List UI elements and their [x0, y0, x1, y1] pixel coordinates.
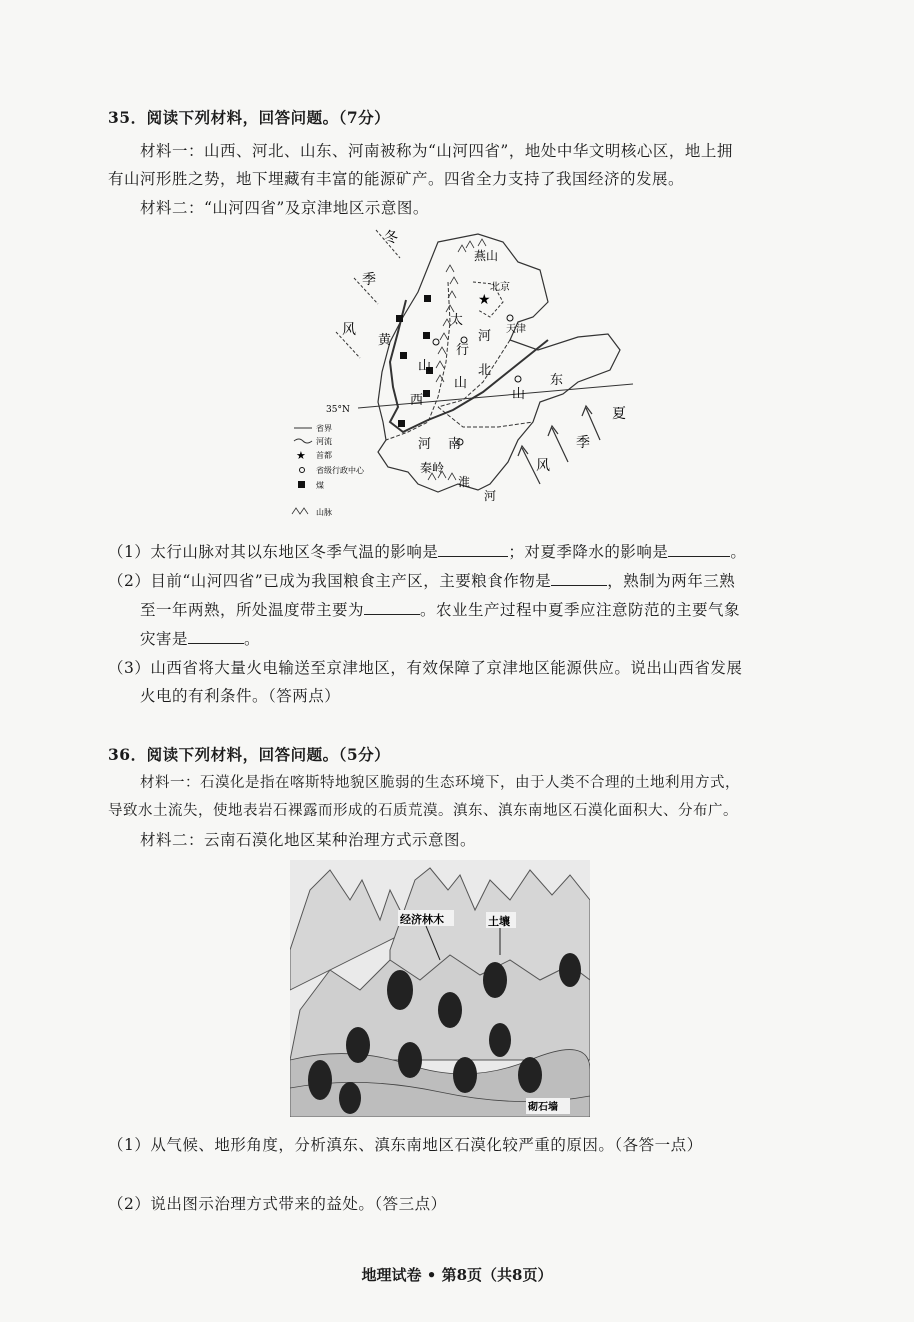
label-henan-1: 河	[418, 437, 432, 452]
summer-wind-3: 风	[536, 458, 550, 474]
label-shanxi-1: 山	[418, 359, 432, 374]
label-taihang-1: 太	[450, 313, 464, 328]
winter-wind-3: 风	[342, 322, 356, 338]
legend-coal: 煤	[316, 481, 324, 490]
q35-sub3-line1: （3）山西省将大量火电输送至京津地区，有效保障了京津地区能源供应。说出山西省发展	[108, 659, 743, 677]
label-stone-wall: 砌石墙	[528, 1102, 558, 1113]
taiyuan-center	[433, 339, 439, 345]
label-shandong-2: 东	[550, 373, 564, 388]
q35-sub2-line3: 灾害是 。	[140, 630, 261, 648]
label-henan-2: 南	[448, 437, 462, 452]
karst-peaks	[290, 868, 590, 1060]
q35-material1-line2: 有山河形胜之势，地下埋藏有丰富的能源矿产。四省全力支持了我国经济的发展。	[108, 170, 685, 188]
q36-sub2: （2）说出图示治理方式带来的益处。（答三点）	[108, 1195, 447, 1213]
label-economic-trees: 经济林木	[400, 913, 444, 926]
legend-mountain: 山脉	[316, 508, 332, 517]
summer-wind-1: 夏	[612, 406, 626, 422]
q36-material1-line2: 导致水土流失，使地表岩石裸露而形成的石质荒漠。滇东、滇东南地区石漠化面积大、分布广。	[108, 803, 738, 819]
label-hebei-2: 北	[478, 363, 492, 378]
winter-wind-1: 冬	[384, 230, 398, 246]
q35-material2: 材料二：“山河四省”及京津地区示意图。	[140, 199, 429, 217]
karst-illustration	[290, 860, 590, 1117]
blank-4[interactable]	[364, 600, 420, 615]
map-legend	[292, 423, 365, 517]
q35-sub2-line1: （2）目前“山河四省”已成为我国粮食主产区，主要粮食作物是 ，熟制为两年三熟	[108, 572, 736, 590]
q35-title: 35．阅读下列材料，回答问题。（7分）	[108, 108, 391, 127]
label-hebei-1: 河	[478, 329, 492, 344]
q36-sub1: （1）从气候、地形角度，分析滇东、滇东南地区石漠化较严重的原因。（各答一点）	[108, 1136, 703, 1154]
label-shandong-1: 山	[512, 387, 526, 402]
label-huang: 黄	[378, 333, 392, 348]
q35-sub2-line2: 至一年两熟，所处温度带主要为 。农业生产过程中夏季应注意防范的主要气象	[140, 601, 741, 619]
winter-wind-2: 季	[362, 272, 376, 288]
legend-province: 省界	[316, 424, 332, 433]
label-35n: 35°N	[326, 405, 350, 415]
label-beijing: 北京	[490, 282, 510, 293]
blank-1[interactable]	[438, 542, 508, 557]
legend-center: 省级行政中心	[316, 466, 364, 475]
label-huai: 淮	[458, 475, 471, 489]
map-outline	[378, 234, 620, 492]
label-taihang-2: 行	[456, 343, 470, 358]
page-footer: 地理试卷 • 第8页（共8页）	[361, 1266, 553, 1284]
blank-3[interactable]	[551, 571, 607, 586]
q35-material1-line1: 材料一：山西、河北、山东、河南被称为“山河四省”，地处中华文明核心区，地上拥	[140, 142, 733, 160]
legend-capital: 首都	[316, 451, 332, 460]
latitude-35n	[358, 384, 633, 408]
label-he: 河	[484, 489, 497, 503]
summer-wind-2: 季	[576, 435, 590, 451]
label-qinling: 秦岭	[420, 461, 445, 475]
q36-title: 36．阅读下列材料，回答问题。（5分）	[108, 745, 391, 764]
label-taihang-3: 山	[454, 376, 468, 391]
label-shanxi-2: 西	[410, 393, 424, 408]
legend-star: ★	[296, 449, 306, 462]
blank-2[interactable]	[668, 542, 730, 557]
capital-star: ★	[478, 292, 491, 308]
shanhe-map	[278, 222, 648, 527]
label-soil: 土壤	[488, 915, 510, 928]
label-yanshan: 燕山	[474, 249, 499, 263]
tianjin-center	[507, 315, 513, 321]
q36-material2: 材料二：云南石漠化地区某种治理方式示意图。	[140, 831, 477, 849]
jinan-center	[515, 376, 521, 382]
q36-material1-line1: 材料一：石漠化是指在喀斯特地貌区脆弱的生态环境下，由于人类不合理的土地利用方式，	[140, 775, 740, 791]
q35-sub3-line2: 火电的有利条件。（答两点）	[140, 687, 341, 705]
q35-sub1: （1）太行山脉对其以东地区冬季气温的影响是 ；对夏季降水的影响是 。	[108, 543, 747, 561]
legend-river: 河流	[316, 437, 332, 446]
label-tianjin: 天津	[506, 324, 526, 335]
blank-5[interactable]	[188, 629, 244, 644]
